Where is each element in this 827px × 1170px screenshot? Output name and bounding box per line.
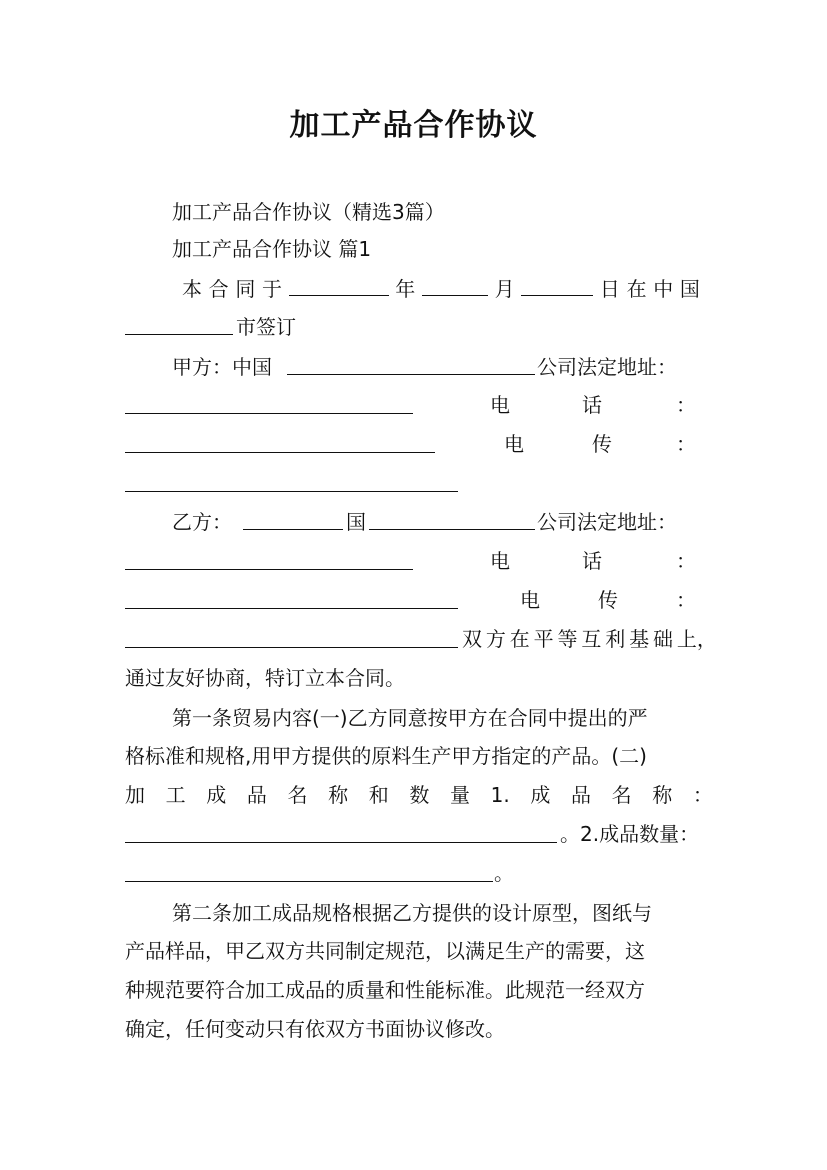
- party-b-address-label: 公司法定地址：: [537, 510, 677, 534]
- basis-char: 等: [557, 627, 578, 651]
- party-a-address-blank: [125, 412, 413, 414]
- basis-char: 互: [581, 627, 602, 651]
- article2-line: 确定，任何变动只有依双方书面协议修改。: [125, 1017, 505, 1041]
- party-b-fax-char: 电: [520, 588, 540, 612]
- document-subtitle: 加工产品合作协议（精选3篇）: [172, 200, 445, 224]
- city-blank: [125, 333, 233, 335]
- basis-char: 双: [462, 627, 482, 651]
- year-label: 年: [395, 277, 416, 301]
- article1-char: ：: [692, 783, 713, 807]
- intro-char: 同: [235, 277, 256, 301]
- party-b-address-blank: [125, 568, 413, 570]
- article1-end: 。: [494, 861, 514, 885]
- basis-line: [462, 625, 717, 653]
- article1-char: 1.: [490, 783, 510, 807]
- party-a-label: 甲方：中国: [172, 355, 272, 379]
- article2-line: 种规范要符合加工成品的质量和性能标准。此规范一经双方: [125, 978, 645, 1002]
- basis-char: 上，: [676, 627, 717, 651]
- article1-char: 成: [206, 783, 227, 807]
- basis-char: 利: [605, 627, 626, 651]
- article1-char: 称: [652, 783, 673, 807]
- basis-char: 方: [485, 627, 506, 651]
- basis-char: 平: [533, 627, 554, 651]
- day-label: 日: [599, 277, 620, 301]
- section-heading: 加工产品合作协议 篇1: [172, 237, 372, 261]
- article2-line: 产品样品，甲乙双方共同制定规范，以满足生产的需要，这: [125, 939, 645, 963]
- party-a-fax-char: ：: [676, 432, 696, 456]
- party-b-phone-char: ：: [676, 549, 696, 573]
- article1-char: 数: [409, 783, 430, 807]
- article1-line: 第一条贸易内容(一)乙方同意按甲方在合同中提出的严: [172, 706, 648, 730]
- basis-char: 在: [509, 627, 530, 651]
- city-signed-label: 市签订: [236, 315, 296, 339]
- party-b-country-blank: [243, 528, 343, 530]
- basis-char: 基: [629, 627, 650, 651]
- basis-char: 础: [653, 627, 673, 651]
- article1-char: 加: [125, 783, 145, 807]
- basis-end-text: 通过友好协商，特订立本合同。: [125, 666, 405, 690]
- party-a-fax-char: 电: [504, 432, 524, 456]
- party-b-phone-char: 电: [490, 549, 510, 573]
- year-blank: [289, 275, 389, 296]
- article1-char: 成: [530, 783, 551, 807]
- party-a-phone-char: ：: [676, 393, 696, 417]
- day-blank: [521, 275, 593, 296]
- intro-char: 在: [626, 277, 647, 301]
- contract-intro-line: [182, 275, 700, 303]
- article1-char: 品: [570, 783, 591, 807]
- party-b-fax-char: ：: [676, 588, 696, 612]
- article2-line: 第二条加工成品规格根据乙方提供的设计原型，图纸与: [172, 901, 652, 925]
- product-name-blank: [125, 841, 557, 843]
- product-qty-blank: [125, 880, 493, 882]
- article1-char: 称: [328, 783, 349, 807]
- product-qty-label: 。2.成品数量：: [560, 822, 700, 846]
- intro-char: 本: [182, 277, 202, 301]
- article1-char: 量: [450, 783, 470, 807]
- article1-char: 名: [611, 783, 632, 807]
- party-a-address-label: 公司法定地址：: [537, 355, 677, 379]
- article1-char: 品: [246, 783, 267, 807]
- intro-char: 国: [679, 277, 700, 301]
- party-a-phone-blank: [125, 451, 435, 453]
- party-b-label: 乙方：: [172, 510, 232, 534]
- intro-char: 于: [261, 277, 282, 301]
- party-b-phone-char: 话: [582, 549, 602, 573]
- intro-char: 中: [653, 277, 674, 301]
- article1-char: 名: [287, 783, 308, 807]
- month-label: 月: [494, 277, 515, 301]
- article1-line: 格标准和规格,用甲方提供的原料生产甲方指定的产品。(二): [125, 744, 647, 768]
- article1-char: 工: [165, 783, 186, 807]
- party-a-phone-char: 话: [582, 393, 602, 417]
- article1-char: 和: [368, 783, 389, 807]
- party-b-phone-blank: [125, 607, 458, 609]
- party-b-fax-blank: [125, 646, 458, 648]
- party-a-fax-blank: [125, 490, 458, 492]
- month-blank: [422, 275, 488, 296]
- party-b-fax-char: 传: [598, 588, 618, 612]
- party-b-country-label: 国: [346, 510, 366, 534]
- document-title: 加工产品合作协议: [289, 108, 538, 143]
- party-b-company-blank: [369, 528, 535, 530]
- intro-char: 合: [208, 277, 229, 301]
- party-a-fax-char: 传: [592, 432, 612, 456]
- party-a-phone-char: 电: [490, 393, 510, 417]
- party-a-company-blank: [287, 373, 535, 375]
- article1-product-line: [125, 781, 713, 809]
